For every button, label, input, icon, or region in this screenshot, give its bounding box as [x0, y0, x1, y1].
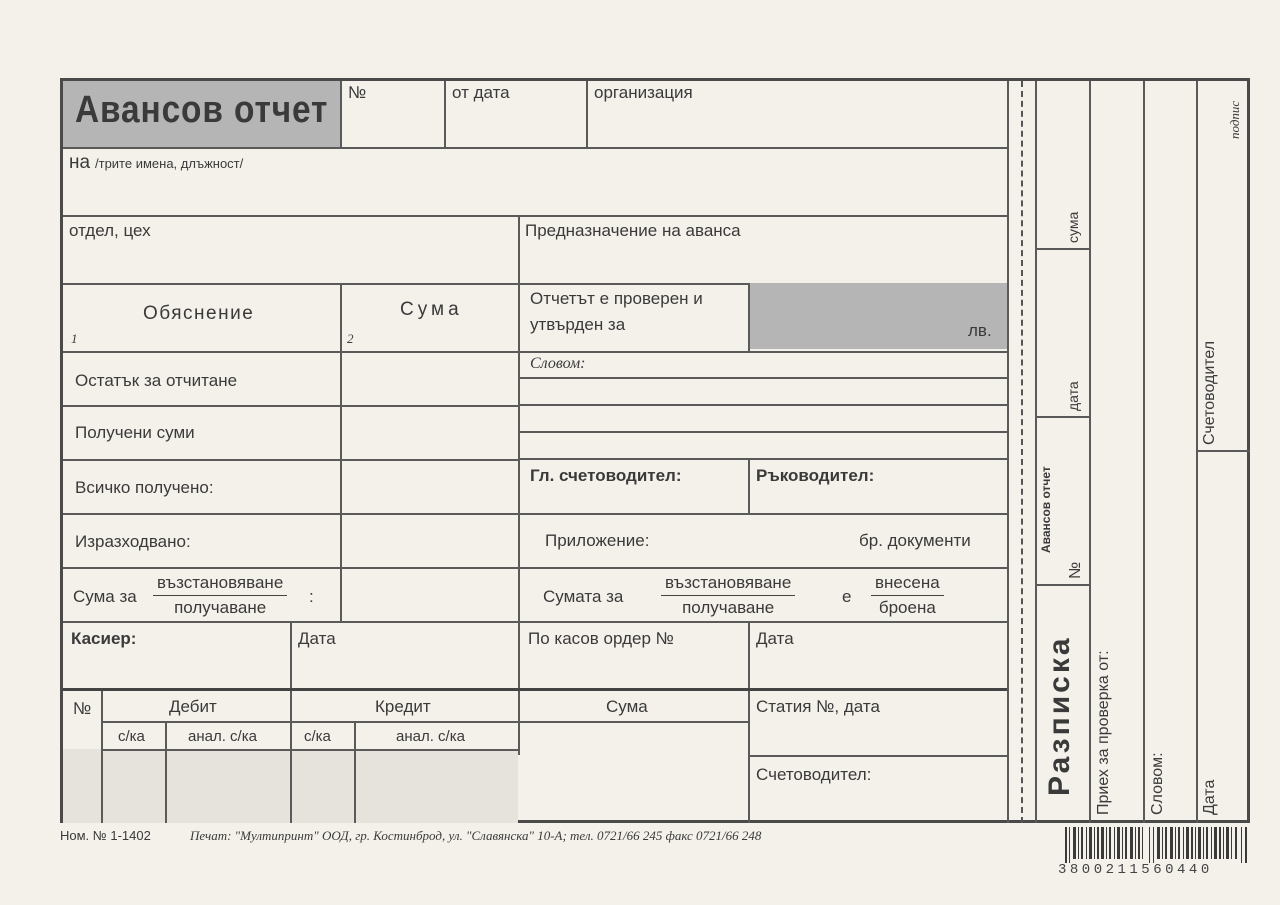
documents-label: бр. документи [859, 531, 971, 550]
debit-account-header: с/ка [118, 728, 145, 745]
acc-no-header: № [73, 699, 92, 718]
receipt-date-label: дата [1065, 381, 1081, 411]
debit-analytic-header: анал. с/ка [188, 728, 257, 745]
debit-header: Дебит [169, 697, 217, 716]
purpose-label: Предназначение на аванса [525, 221, 741, 240]
acc-sum-header: Сума [606, 697, 648, 716]
department-label: отдел, цех [69, 221, 151, 240]
barcode-number: 3800211560440 [1058, 862, 1213, 878]
row-received: Получени суми [75, 423, 195, 442]
credit-header: Кредит [375, 697, 431, 716]
advance-report-form [60, 78, 1250, 823]
restore-colon: : [309, 587, 314, 606]
number-label: № [348, 83, 367, 102]
col-sum-num: 2 [347, 331, 354, 346]
receipt-report-label: Авансов отчет [1039, 466, 1053, 553]
page-title: Авансов отчет [75, 89, 329, 131]
receipt-title: Разписка [1043, 635, 1076, 796]
receipt-received-from: Приех за проверка от: [1095, 650, 1112, 815]
attachment-label: Приложение: [545, 531, 650, 550]
barcode-icon [1065, 827, 1249, 863]
checked-line2: утвърден за [530, 315, 626, 334]
cash-order-label: По касов ордер № [528, 629, 674, 648]
order-date-label: Дата [756, 629, 794, 648]
sum-for-fraction: възстановяване получаване [661, 573, 795, 618]
row-spent: Изразходвано: [75, 532, 191, 551]
restore-prefix: Сума за [73, 587, 137, 606]
manager-label: Ръководител: [756, 466, 875, 485]
credit-account-header: с/ка [304, 728, 331, 745]
receipt-number-label: № [1067, 561, 1084, 579]
col-sum-header: Сума [400, 299, 463, 320]
receipt-accountant-label: Счетоводител [1201, 340, 1218, 445]
in-words-label: Словом: [530, 355, 586, 372]
organization-label: организация [594, 83, 693, 102]
accountant-label: Счетоводител: [756, 765, 872, 784]
receipt-signature-label: подпис [1227, 100, 1242, 139]
chief-accountant-label: Гл. счетоводител: [530, 466, 682, 485]
currency-label: лв. [968, 321, 992, 340]
row-remaining: Остатък за отчитане [75, 371, 238, 390]
print-info: Печат: "Мултипринт" ООД, гр. Костинброд, ул. "Славянска" 10-А; тел. 0721/66 245 факс 0721/66 248 [190, 828, 762, 843]
cashier-label: Касиер: [71, 629, 137, 648]
col-explanation-num: 1 [71, 331, 78, 346]
row-total-received: Всичко получено: [75, 478, 214, 497]
form-number: Ном. № 1-1402 [60, 828, 151, 843]
receipt-sum-label: сума [1065, 211, 1081, 243]
restore-fraction: възстановяване получаване [153, 573, 287, 618]
credit-analytic-header: анал. с/ка [396, 728, 465, 745]
cashier-date-label: Дата [298, 629, 336, 648]
receipt-date2-label: Дата [1201, 779, 1218, 815]
paid-fraction: внесена броена [871, 573, 944, 618]
name-hint: /трите имена, длъжност/ [95, 156, 244, 171]
sum-for-label: Сумата за [543, 587, 624, 606]
date-label: от дата [452, 83, 510, 102]
name-prefix: на [69, 152, 91, 173]
article-label: Статия №, дата [756, 697, 880, 716]
checked-line1: Отчетът е проверен и [530, 289, 703, 308]
col-explanation-header: Обяснение [143, 303, 255, 324]
sum-is-label: е [842, 587, 852, 606]
receipt-in-words: Словом: [1149, 752, 1166, 815]
